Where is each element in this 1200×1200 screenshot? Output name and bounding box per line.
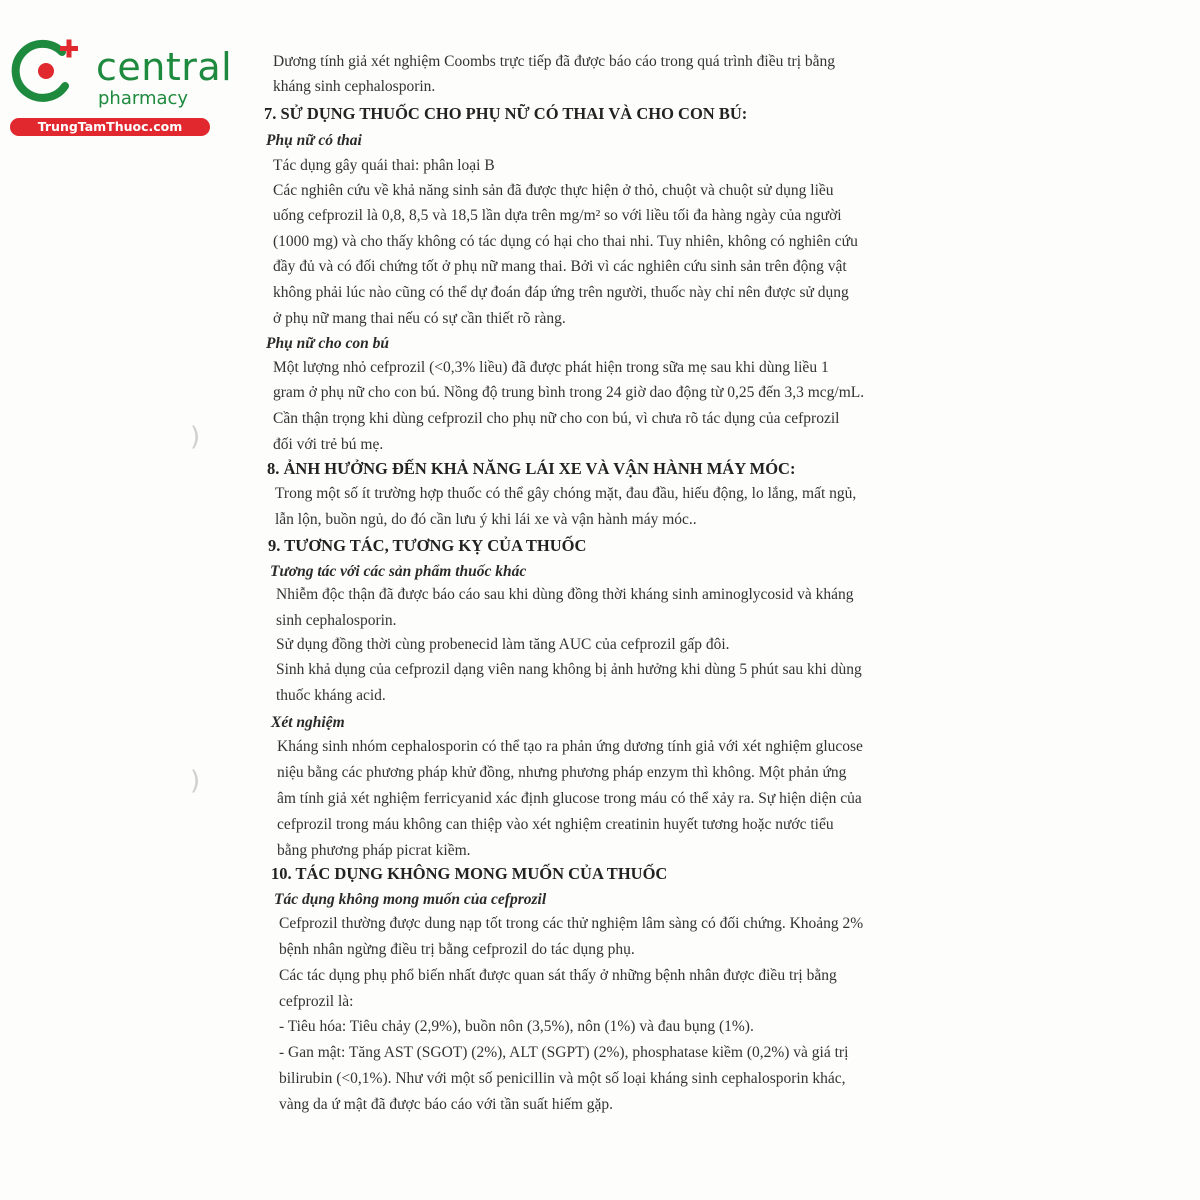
body-line: Cefprozil thường được dung nạp tốt trong các thử nghiệm lâm sàng có đối chứng. Khoảng 2% [279,915,864,932]
section-heading-8: 8. ẢNH HƯỞNG ĐẾN KHẢ NĂNG LÁI XE VÀ VẬN HÀNH MÁY MÓC: [267,459,796,478]
body-line: kháng sinh cephalosporin. [273,78,436,95]
body-line: uống cefprozil là 0,8, 8,5 và 18,5 lần dựa trên mg/m² so với liều tối đa hàng ngày của người [273,207,842,224]
body-line: âm tính giả xét nghiệm ferricyanid xác định glucose trong máu có thể xảy ra. Sự hiện diện của [277,790,862,807]
brand-url-badge: TrungTamThuoc.com [10,118,210,136]
subheading-drug-interactions: Tương tác với các sản phẩm thuốc khác [270,563,527,580]
body-line: Sử dụng đồng thời cùng probenecid làm tăng AUC của cefprozil gấp đôi. [276,636,730,653]
body-line: Các nghiên cứu về khả năng sinh sản đã được thực hiện ở thỏ, chuột và chuột sử dụng liều [273,182,834,199]
subheading-adverse-effects: Tác dụng không mong muốn của cefprozil [274,891,547,908]
body-line: Tác dụng gây quái thai: phân loại B [273,157,495,174]
body-line: cefprozil trong máu không can thiệp vào xét nghiệm creatinin huyết tương hoặc nước tiểu [277,816,834,833]
body-line: Nhiễm độc thận đã được báo cáo sau khi dùng đồng thời kháng sinh aminoglycosid và kháng [276,586,854,603]
subheading-breastfeeding: Phụ nữ cho con bú [266,335,389,352]
punch-hole-mark: ) [190,422,201,452]
section-heading-10: 10. TÁC DỤNG KHÔNG MONG MUỐN CỦA THUỐC [271,864,668,883]
body-line: Trong một số ít trường hợp thuốc có thể gây chóng mặt, đau đầu, hiếu động, lo lắng, mất ngủ, [275,485,857,502]
body-line: Kháng sinh nhóm cephalosporin có thể tạo ra phản ứng dương tính giả với xét nghiệm glucose [277,738,863,755]
body-line: đối với trẻ bú mẹ. [273,436,384,453]
brand-subtitle: pharmacy [98,88,189,109]
body-line: Các tác dụng phụ phổ biến nhất được quan sát thấy ở những bệnh nhân được điều trị bằng [279,967,837,984]
body-line: sinh cephalosporin. [276,612,397,629]
body-line: ở phụ nữ mang thai nếu có sự cần thiết rõ ràng. [273,310,566,327]
body-line: Sinh khả dụng của cefprozil dạng viên nang không bị ảnh hưởng khi dùng 5 phút sau khi dùng [276,661,862,678]
body-line: gram ở phụ nữ cho con bú. Nồng độ trung bình trong 24 giờ dao động từ 0,25 đến 3,3 mcg/mL. [273,384,865,401]
body-line: cefprozil là: [279,993,354,1010]
body-line: bằng phương pháp picrat kiềm. [277,842,471,859]
subheading-lab-tests: Xét nghiệm [271,714,345,731]
body-line: vàng da ứ mật đã được báo cáo với tần suất hiếm gặp. [279,1096,614,1113]
punch-hole-mark: ) [190,766,201,796]
body-line: Một lượng nhỏ cefprozil (<0,3% liều) đã được phát hiện trong sữa mẹ sau khi dùng liều 1 [273,359,829,376]
body-line: thuốc kháng acid. [276,687,386,704]
body-line: Dương tính giả xét nghiệm Coombs trực tiếp đã được báo cáo trong quá trình điều trị bằng [273,53,836,70]
body-line: không phải lúc nào cũng có thể dự đoán đáp ứng trên người, thuốc này chỉ nên được sử dụng [273,284,849,301]
body-line: niệu bằng các phương pháp khử đồng, nhưng phương pháp enzym thì không. Một phản ứng [277,764,847,781]
body-line: bilirubin (<0,1%). Như với một số penicillin và một số loại kháng sinh cephalosporin khác, [279,1070,846,1087]
subheading-pregnancy: Phụ nữ có thai [266,132,362,149]
brand-name: central [96,45,233,89]
body-line: (1000 mg) và cho thấy không có tác dụng có hại cho thai nhi. Tuy nhiên, không có nghiên cứu [273,233,858,250]
body-line: lẫn lộn, buồn ngủ, do đó cần lưu ý khi lái xe và vận hành máy móc.. [275,511,697,528]
section-heading-7: 7. SỬ DỤNG THUỐC CHO PHỤ NỮ CÓ THAI VÀ CHO CON BÚ: [264,104,748,123]
body-line: Cần thận trọng khi dùng cefprozil cho phụ nữ cho con bú, vì chưa rõ tác dụng của cefprozil [273,410,840,427]
body-line: - Gan mật: Tăng AST (SGOT) (2%), ALT (SGPT) (2%), phosphatase kiềm (0,2%) và giá trị [279,1044,849,1061]
section-heading-9: 9. TƯƠNG TÁC, TƯƠNG KỴ CỦA THUỐC [268,536,587,555]
body-line: đầy đủ và có đối chứng tốt ở phụ nữ mang thai. Bởi vì các nghiên cứu sinh sản trên động vật [273,258,847,275]
body-line: bệnh nhân ngừng điều trị bằng cefprozil do tác dụng phụ. [279,941,635,958]
body-line: - Tiêu hóa: Tiêu chảy (2,9%), buồn nôn (3,5%), nôn (1%) và đau bụng (1%). [279,1018,754,1035]
